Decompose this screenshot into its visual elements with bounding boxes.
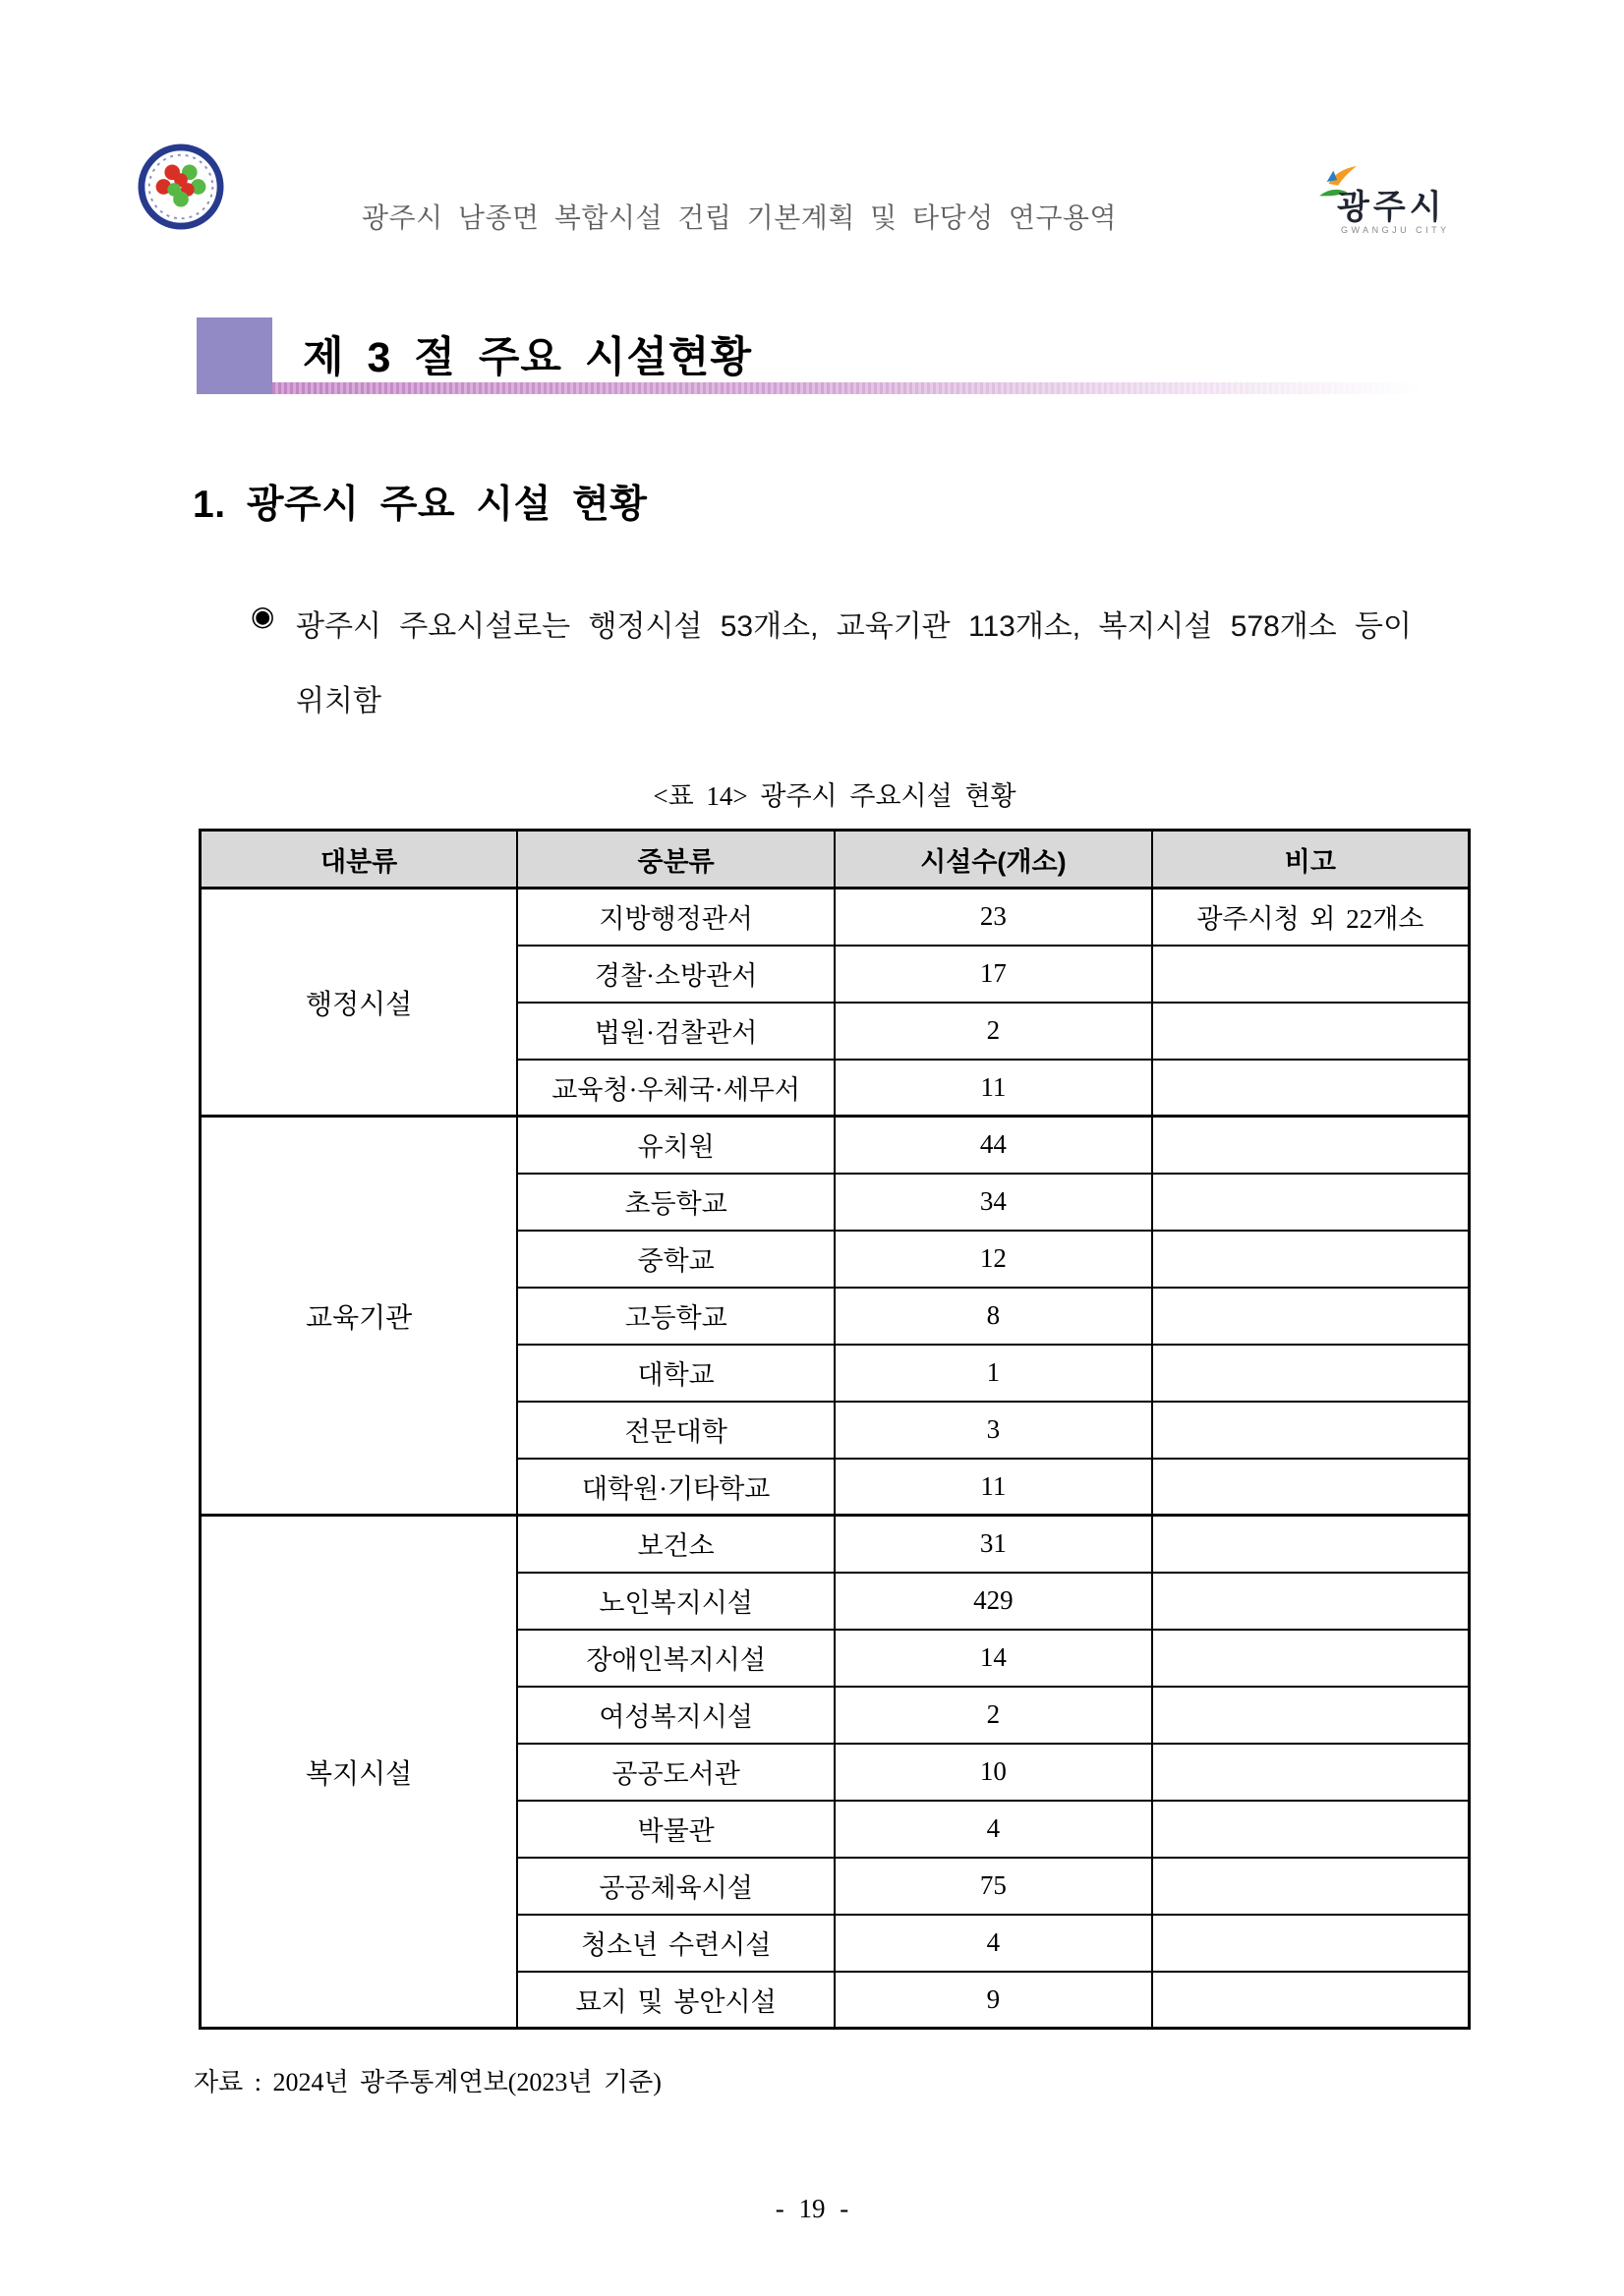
category-cell: 행정시설	[201, 889, 518, 1117]
count-cell: 12	[835, 1231, 1152, 1288]
count-cell: 4	[835, 1801, 1152, 1858]
count-cell: 23	[835, 889, 1152, 946]
bullet-text-line: 광주시 주요시설로는 행정시설 53개소, 교육기관 113개소, 복지시설 578개소 등이	[296, 610, 1413, 643]
count-cell: 14	[835, 1630, 1152, 1687]
subcategory-cell: 청소년 수련시설	[517, 1915, 835, 1972]
subcategory-cell: 공공도서관	[517, 1744, 835, 1801]
note-cell	[1152, 1972, 1470, 2029]
note-cell	[1152, 1174, 1470, 1231]
note-cell	[1152, 1345, 1470, 1402]
count-cell: 34	[835, 1174, 1152, 1231]
count-cell: 3	[835, 1402, 1152, 1459]
note-cell	[1152, 1402, 1470, 1459]
note-cell	[1152, 1231, 1470, 1288]
note-cell	[1152, 1573, 1470, 1630]
count-cell: 9	[835, 1972, 1152, 2029]
table-row	[201, 889, 1470, 946]
count-cell: 11	[835, 1060, 1152, 1117]
note-cell	[1152, 1687, 1470, 1744]
gwangju-city-logo-subtext: GWANGJU CITY	[1341, 225, 1450, 235]
subcategory-cell: 전문대학	[517, 1402, 835, 1459]
count-cell: 429	[835, 1573, 1152, 1630]
facilities-table	[199, 829, 1471, 2030]
source-note: 자료 : 2024년 광주통계연보(2023년 기준)	[194, 2068, 662, 2096]
count-cell: 17	[835, 946, 1152, 1003]
page-number: - 19 -	[775, 2194, 849, 2223]
note-cell	[1152, 1744, 1470, 1801]
note-cell	[1152, 946, 1470, 1003]
section-title: 제 3 절 주요 시설현황	[303, 334, 753, 381]
count-cell: 2	[835, 1003, 1152, 1060]
count-cell: 4	[835, 1915, 1152, 1972]
section-title-underline	[272, 382, 1457, 394]
subcategory-cell: 묘지 및 봉안시설	[517, 1972, 835, 2029]
table-row	[201, 1117, 1470, 1174]
note-cell	[1152, 1630, 1470, 1687]
association-emblem-icon	[138, 144, 224, 230]
table-caption: <표 14> 광주시 주요시설 현황	[653, 781, 1016, 811]
note-cell	[1152, 1915, 1470, 1972]
count-cell: 31	[835, 1516, 1152, 1573]
category-cell: 교육기관	[201, 1117, 518, 1516]
subcategory-cell: 대학원·기타학교	[517, 1459, 835, 1516]
note-cell	[1152, 1516, 1470, 1573]
subcategory-cell: 지방행정관서	[517, 889, 835, 946]
count-cell: 44	[835, 1117, 1152, 1174]
gwangju-city-logo-text: 광주시	[1337, 189, 1446, 226]
subcategory-cell: 고등학교	[517, 1288, 835, 1345]
category-cell: 복지시설	[201, 1516, 518, 2029]
col-header-count: 시설수(개소)	[835, 831, 1152, 889]
count-cell: 10	[835, 1744, 1152, 1801]
col-header-note: 비고	[1152, 831, 1470, 889]
subcategory-cell: 교육청·우체국·세무서	[517, 1060, 835, 1117]
subcategory-cell: 공공체육시설	[517, 1858, 835, 1915]
note-cell: 광주시청 외 22개소	[1152, 889, 1470, 946]
count-cell: 75	[835, 1858, 1152, 1915]
table-row	[201, 1516, 1470, 1573]
bullet-text	[296, 590, 1529, 739]
subcategory-cell: 대학교	[517, 1345, 835, 1402]
note-cell	[1152, 1801, 1470, 1858]
subsection-heading: 1. 광주시 주요 시설 현황	[193, 484, 648, 526]
subcategory-cell: 경찰·소방관서	[517, 946, 835, 1003]
note-cell	[1152, 1459, 1470, 1516]
fisheye-bullet-icon: ◉	[251, 601, 275, 631]
subcategory-cell: 보건소	[517, 1516, 835, 1573]
subcategory-cell: 초등학교	[517, 1174, 835, 1231]
subcategory-cell: 법원·검찰관서	[517, 1003, 835, 1060]
count-cell: 2	[835, 1687, 1152, 1744]
subcategory-cell: 여성복지시설	[517, 1687, 835, 1744]
count-cell: 11	[835, 1459, 1152, 1516]
count-cell: 1	[835, 1345, 1152, 1402]
subcategory-cell: 장애인복지시설	[517, 1630, 835, 1687]
note-cell	[1152, 1060, 1470, 1117]
col-header-subcategory: 중분류	[517, 831, 835, 889]
section-title-accent-block	[197, 317, 272, 394]
count-cell: 8	[835, 1288, 1152, 1345]
note-cell	[1152, 1003, 1470, 1060]
note-cell	[1152, 1117, 1470, 1174]
table-header-row	[201, 831, 1470, 889]
col-header-category: 대분류	[201, 831, 518, 889]
note-cell	[1152, 1288, 1470, 1345]
gwangju-city-logo	[1315, 163, 1473, 235]
bullet-text-line: 위치함	[296, 685, 381, 718]
bullet-paragraph	[251, 590, 1529, 739]
note-cell	[1152, 1858, 1470, 1915]
subcategory-cell: 중학교	[517, 1231, 835, 1288]
facilities-table-body	[201, 889, 1470, 2029]
subcategory-cell: 박물관	[517, 1801, 835, 1858]
document-header-title: 광주시 남종면 복합시설 건립 기본계획 및 타당성 연구용역	[362, 202, 1118, 233]
subcategory-cell: 유치원	[517, 1117, 835, 1174]
association-emblem-logo	[138, 144, 224, 230]
subcategory-cell: 노인복지시설	[517, 1573, 835, 1630]
